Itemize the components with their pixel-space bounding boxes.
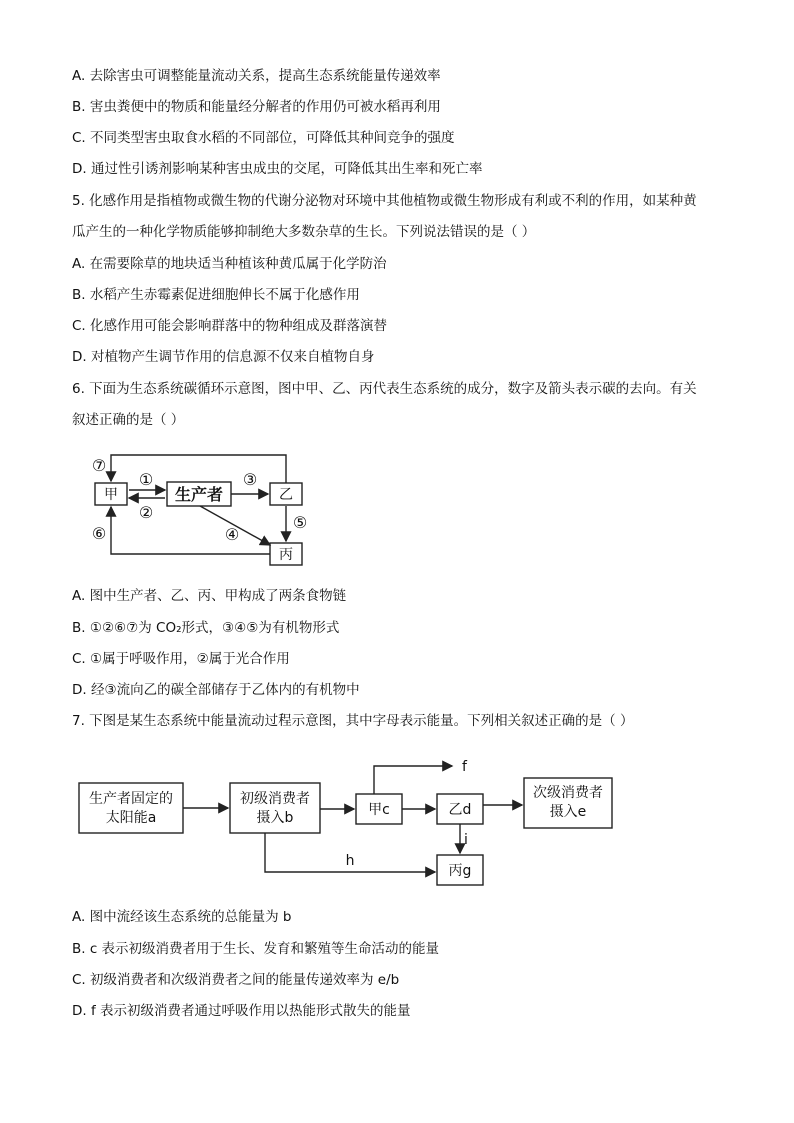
q6-option-a: A. 图中生产者、乙、丙、甲构成了两条食物链 xyxy=(72,588,347,604)
num-1: ① xyxy=(138,470,154,489)
num-4: ④ xyxy=(224,525,240,544)
q6-option-b: B. ①②⑥⑦为 CO₂形式，③④⑤为有机物形式 xyxy=(72,620,340,636)
q7-stem: 7. 下图是某生态系统中能量流动过程示意图，其中字母表示能量。下列相关叙述正确的是（ ） xyxy=(72,713,634,729)
num-3: ③ xyxy=(242,470,258,489)
box2-line2: 摄入b xyxy=(256,810,294,826)
box5-line2: 摄入e xyxy=(549,804,587,820)
q4-option-b: B. 害虫粪便中的物质和能量经分解者的作用仍可被水稻再利用 xyxy=(72,99,441,115)
q6-stem-line2: 叙述正确的是（ ） xyxy=(72,412,185,428)
q5-stem-line2: 瓜产生的一种化学物质能够抑制绝大多数杂草的生长。下列说法错误的是（ ） xyxy=(72,224,536,240)
q5-option-b: B. 水稻产生赤霉素促进细胞伸长不属于化感作用 xyxy=(72,287,360,303)
num-7: ⑦ xyxy=(91,456,107,475)
q4-option-d: D. 通过性引诱剂影响某种害虫成虫的交尾，可降低其出生率和死亡率 xyxy=(72,161,483,177)
carbon-cycle-diagram xyxy=(80,445,320,575)
q6-option-c: C. ①属于呼吸作用，②属于光合作用 xyxy=(72,651,290,667)
q7-option-c: C. 初级消费者和次级消费者之间的能量传递效率为 e/b xyxy=(72,972,400,988)
label-yi: 乙 xyxy=(279,487,293,503)
num-2: ② xyxy=(138,503,154,522)
label-jia-c: 甲c xyxy=(368,802,390,818)
label-yi-d: 乙d xyxy=(448,802,472,818)
q7-option-d: D. f 表示初级消费者通过呼吸作用以热能形式散失的能量 xyxy=(72,1003,411,1019)
box5-line1: 次级消费者 xyxy=(533,785,603,801)
num-6: ⑥ xyxy=(91,524,107,543)
q6-option-d: D. 经③流向乙的碳全部储存于乙体内的有机物中 xyxy=(72,682,360,698)
label-h: h xyxy=(345,853,355,869)
label-producer: 生产者 xyxy=(174,485,224,504)
q4-option-a: A. 去除害虫可调整能量流动关系，提高生态系统能量传递效率 xyxy=(72,68,441,84)
q4-option-c: C. 不同类型害虫取食水稻的不同部位，可降低其种间竞争的强度 xyxy=(72,130,455,146)
label-bing-g: 丙g xyxy=(448,863,472,879)
label-bing: 丙 xyxy=(279,547,293,563)
box2-line1: 初级消费者 xyxy=(240,791,310,807)
label-i: i xyxy=(464,832,468,848)
q7-option-b: B. c 表示初级消费者用于生长、发育和繁殖等生命活动的能量 xyxy=(72,941,440,957)
q6-stem-line1: 6. 下面为生态系统碳循环示意图，图中甲、乙、丙代表生态系统的成分，数字及箭头表示碳的去向。有关 xyxy=(72,381,697,397)
q7-option-a: A. 图中流经该生态系统的总能量为 b xyxy=(72,909,292,925)
q5-option-c: C. 化感作用可能会影响群落中的物种组成及群落演替 xyxy=(72,318,388,334)
label-jia: 甲 xyxy=(104,487,118,503)
box1-line1: 生产者固定的 xyxy=(89,791,173,807)
q5-stem-line1: 5. 化感作用是指植物或微生物的代谢分泌物对环境中其他植物或微生物形成有利或不利的作用，如某种黄 xyxy=(72,193,697,209)
q5-option-d: D. 对植物产生调节作用的信息源不仅来自植物自身 xyxy=(72,349,375,365)
label-f: f xyxy=(462,759,467,775)
q5-option-a: A. 在需要除草的地块适当种植该种黄瓜属于化学防治 xyxy=(72,256,387,272)
energy-flow-diagram xyxy=(72,752,632,892)
num-5: ⑤ xyxy=(292,513,308,532)
box1-line2: 太阳能a xyxy=(105,810,157,826)
